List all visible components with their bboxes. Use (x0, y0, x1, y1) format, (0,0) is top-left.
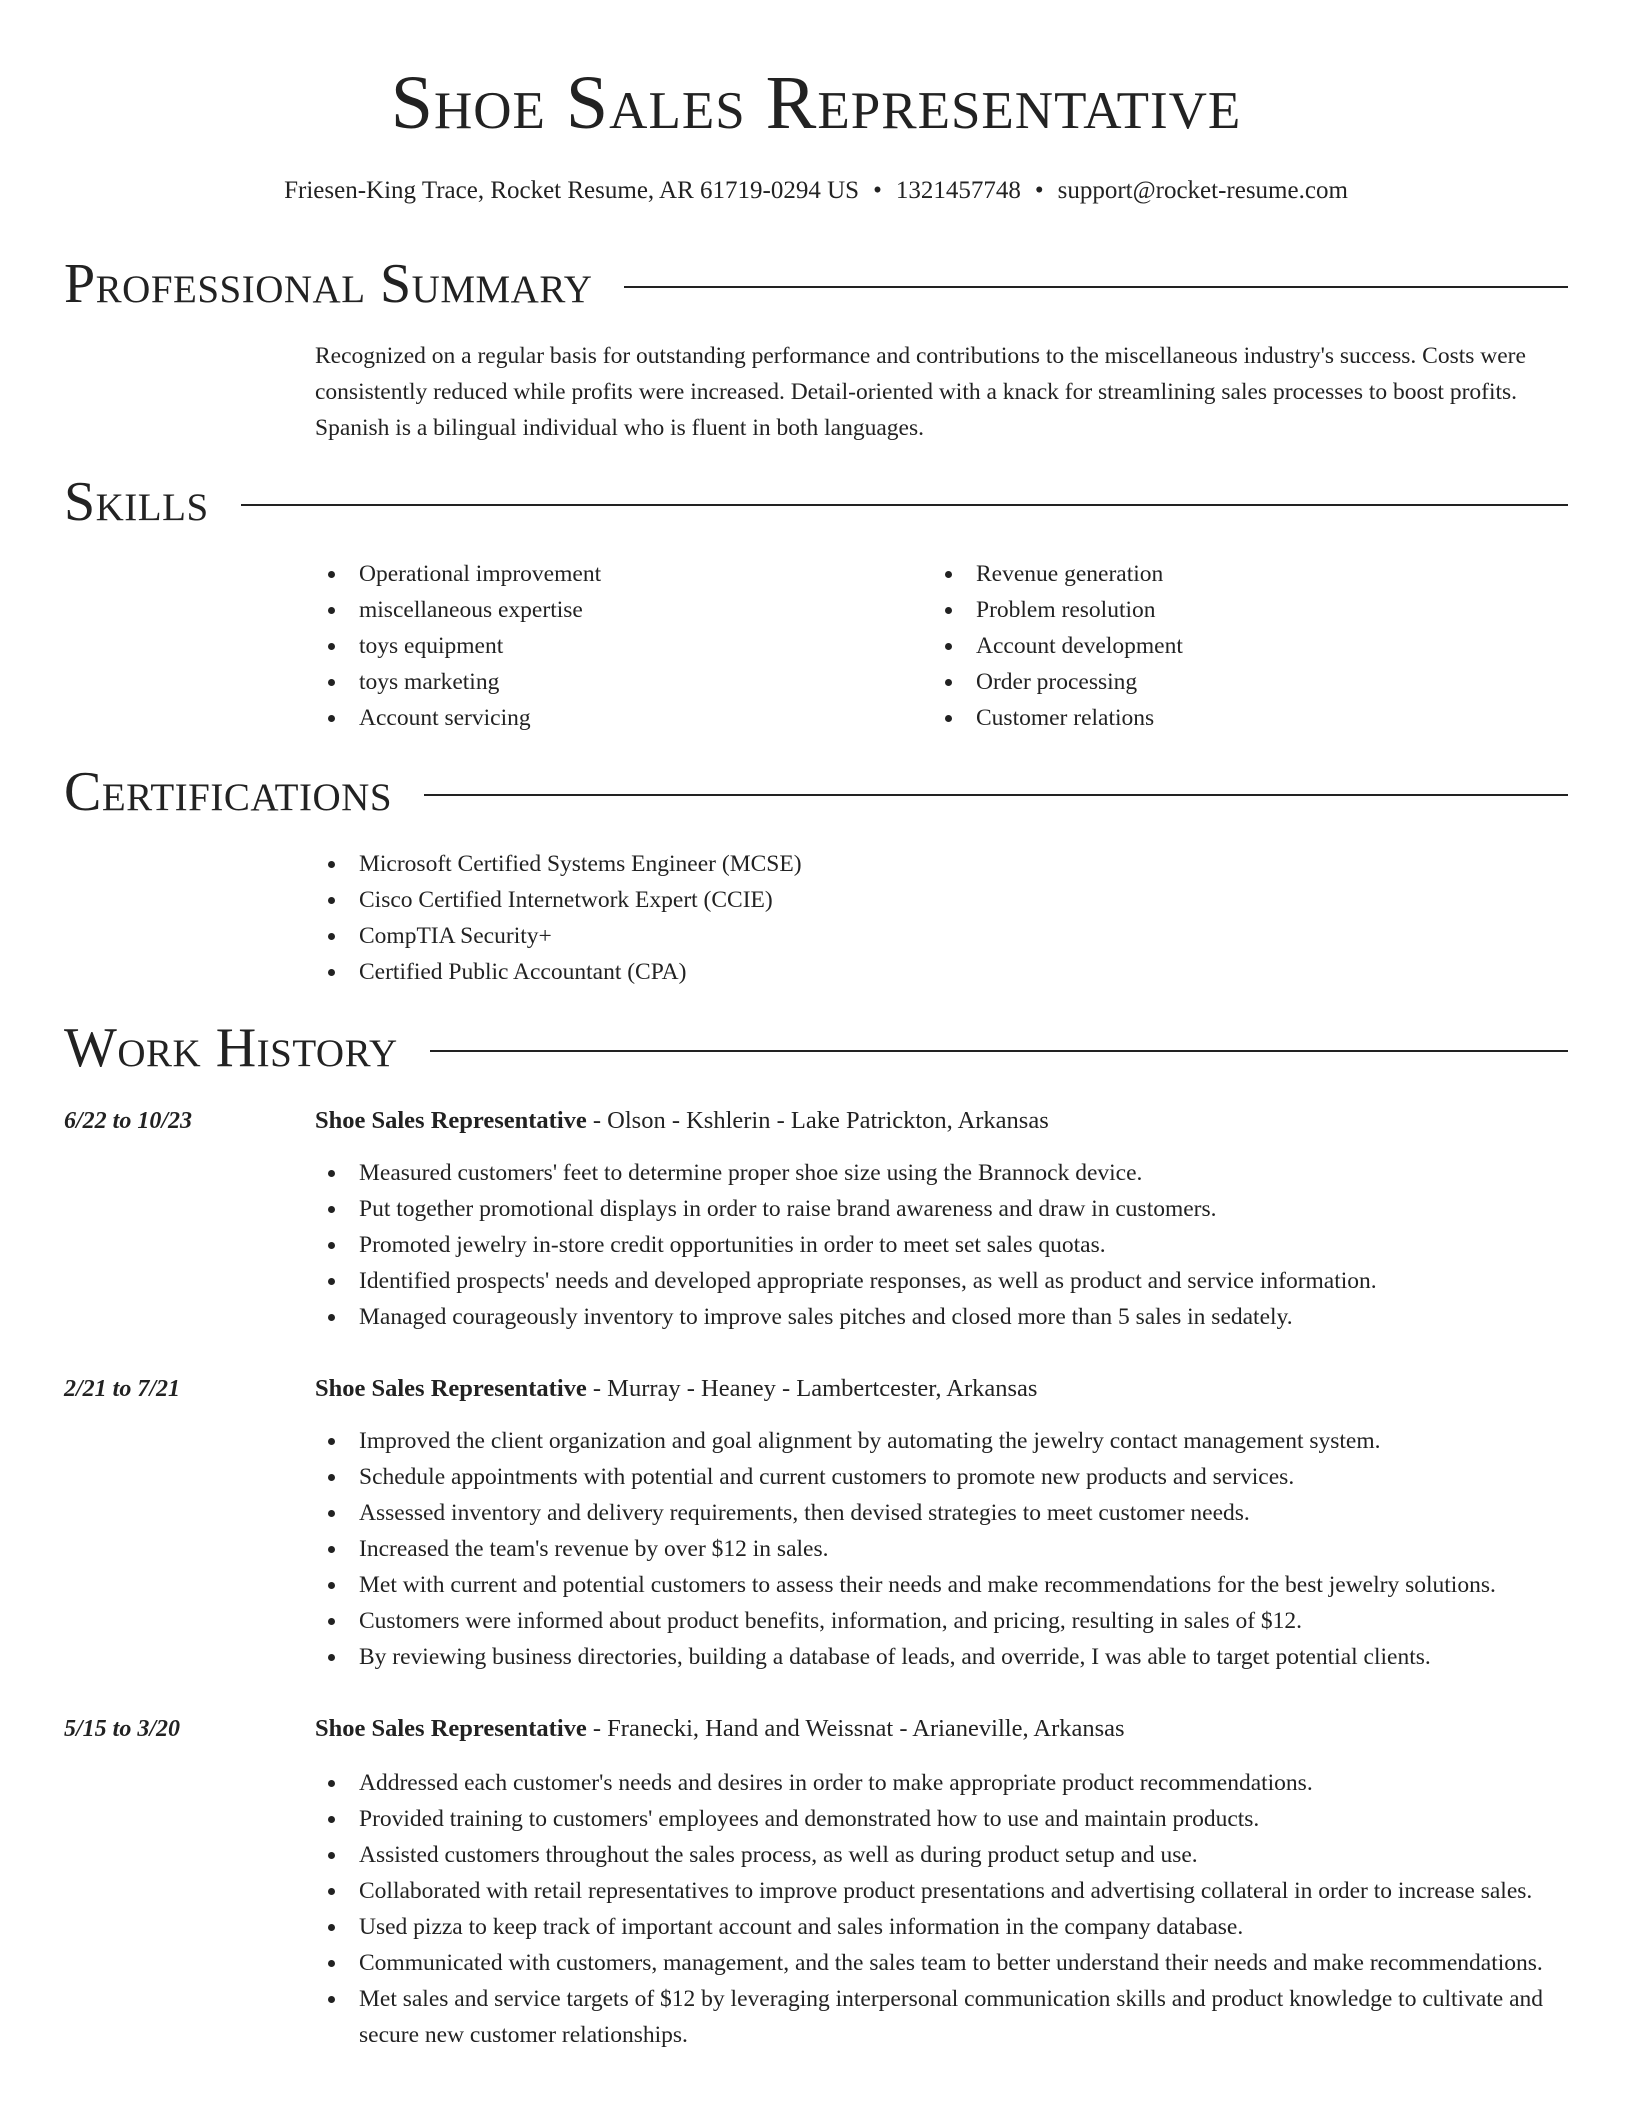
job-dates: 5/15 to 3/20 (64, 1716, 181, 1742)
section-divider (241, 504, 1568, 506)
job-bullet: Used pizza to keep track of important account and sales information in the company database. (315, 1909, 1568, 1945)
job-heading (315, 1711, 1568, 1747)
job-bullet: Improved the client organization and goal alignment by automating the jewelry contact management system. (315, 1423, 1568, 1459)
section-heading: Certifications (64, 761, 393, 823)
section-work-history (64, 1016, 1568, 1080)
section-divider (624, 286, 1568, 288)
job-heading (315, 1103, 1568, 1139)
job-bullet: Provided training to customers' employees and demonstrated how to use and maintain products. (315, 1801, 1568, 1837)
job-bullet: Assessed inventory and delivery requirements, then devised strategies to meet customer needs. (315, 1495, 1568, 1531)
job-bullet: Increased the team's revenue by over $12 in sales. (315, 1531, 1568, 1567)
certification-item: Microsoft Certified Systems Engineer (MCSE) (315, 846, 1568, 882)
job-bullet: Put together promotional displays in order to raise brand awareness and draw in customers. (315, 1191, 1568, 1227)
certification-item: Cisco Certified Internetwork Expert (CCIE) (315, 882, 1568, 918)
job-title: Shoe Sales Representative (315, 1375, 587, 1402)
section-professional-summary (64, 252, 1568, 316)
section-heading: Skills (64, 471, 209, 533)
skill-item: Revenue generation (932, 556, 1532, 592)
skill-item: Customer relations (932, 700, 1532, 736)
job-heading (315, 1371, 1568, 1407)
job-bullets (315, 1423, 1568, 1675)
job-employer: - Olson - Kshlerin - Lake Patrickton, Arkansas (586, 1107, 1049, 1134)
job-bullet: Measured customers' feet to determine proper shoe size using the Brannock device. (315, 1155, 1568, 1191)
job-bullet: Assisted customers throughout the sales process, as well as during product setup and use. (315, 1837, 1568, 1873)
skill-item: miscellaneous expertise (315, 592, 915, 628)
job-bullet: Collaborated with retail representatives to improve product presentations and advertising collateral in order to increase sales. (315, 1873, 1568, 1909)
certification-item: Certified Public Accountant (CPA) (315, 954, 1568, 990)
summary-text: Recognized on a regular basis for outstanding performance and contributions to the miscellaneous industry's success. Costs were consistently reduced while profits were increased. Detail-oriented with a knack for streamlining sales processes to boost profits. Spanish is a bilingual individual who is fluent in both languages. (315, 343, 1526, 441)
section-divider (430, 1050, 1568, 1052)
section-divider (424, 794, 1568, 796)
job-dates: 2/21 to 7/21 (64, 1376, 181, 1402)
job-employer: - Franecki, Hand and Weissnat - Arianeville, Arkansas (586, 1715, 1125, 1742)
section-skills (64, 470, 1568, 534)
job-bullet: Addressed each customer's needs and desires in order to make appropriate product recommendations. (315, 1765, 1568, 1801)
skill-item: Operational improvement (315, 556, 915, 592)
contact-separator: • (873, 177, 882, 204)
job-bullet: Communicated with customers, management, and the sales team to better understand their needs and make recommendations. (315, 1945, 1568, 1981)
resume-title: Shoe Sales Representative (390, 61, 1242, 145)
job-title: Shoe Sales Representative (315, 1107, 587, 1134)
skill-item: Account servicing (315, 700, 915, 736)
job-bullet: Identified prospects' needs and developed appropriate responses, as well as product and service information. (315, 1263, 1568, 1299)
certifications-list (315, 846, 1568, 990)
job-bullet: Met with current and potential customers to assess their needs and make recommendations for the best jewelry solutions. (315, 1567, 1568, 1603)
job-bullet: Customers were informed about product benefits, information, and pricing, resulting in sales of $12. (315, 1603, 1568, 1639)
contact-separator: • (1034, 177, 1044, 204)
section-heading: Work History (64, 1017, 398, 1079)
job-bullets (315, 1765, 1568, 2053)
job-title: Shoe Sales Representative (315, 1715, 587, 1742)
skill-item: toys marketing (315, 664, 915, 700)
contact-address: Friesen-King Trace, Rocket Resume, AR 61719-0294 US (284, 177, 860, 204)
certification-item: CompTIA Security+ (315, 918, 1568, 954)
job-bullet: Met sales and service targets of $12 by leveraging interpersonal communication skills and product knowledge to cultivate and secure new customer relationships. (315, 1981, 1568, 2053)
job-bullet: By reviewing business directories, building a database of leads, and override, I was able to target potential clients. (315, 1639, 1568, 1675)
job-employer: - Murray - Heaney - Lambertcester, Arkansas (586, 1375, 1038, 1402)
skill-item: Order processing (932, 664, 1532, 700)
job-bullets (315, 1155, 1568, 1335)
job-bullet: Schedule appointments with potential and current customers to promote new products and services. (315, 1459, 1568, 1495)
skills-list-right (932, 556, 1532, 736)
section-heading: Professional Summary (64, 253, 593, 315)
contact-line (0, 174, 1632, 208)
section-certifications (64, 760, 1568, 824)
job-bullet: Managed courageously inventory to improve sales pitches and closed more than 5 sales in sedately. (315, 1299, 1568, 1335)
contact-email: support@rocket-resume.com (1057, 177, 1348, 204)
skill-item: Problem resolution (932, 592, 1532, 628)
contact-phone: 1321457748 (895, 177, 1021, 204)
job-bullet: Promoted jewelry in-store credit opportunities in order to meet set sales quotas. (315, 1227, 1568, 1263)
skill-item: Account development (932, 628, 1532, 664)
skill-item: toys equipment (315, 628, 915, 664)
job-dates: 6/22 to 10/23 (64, 1108, 193, 1134)
skills-list-left (315, 556, 915, 736)
